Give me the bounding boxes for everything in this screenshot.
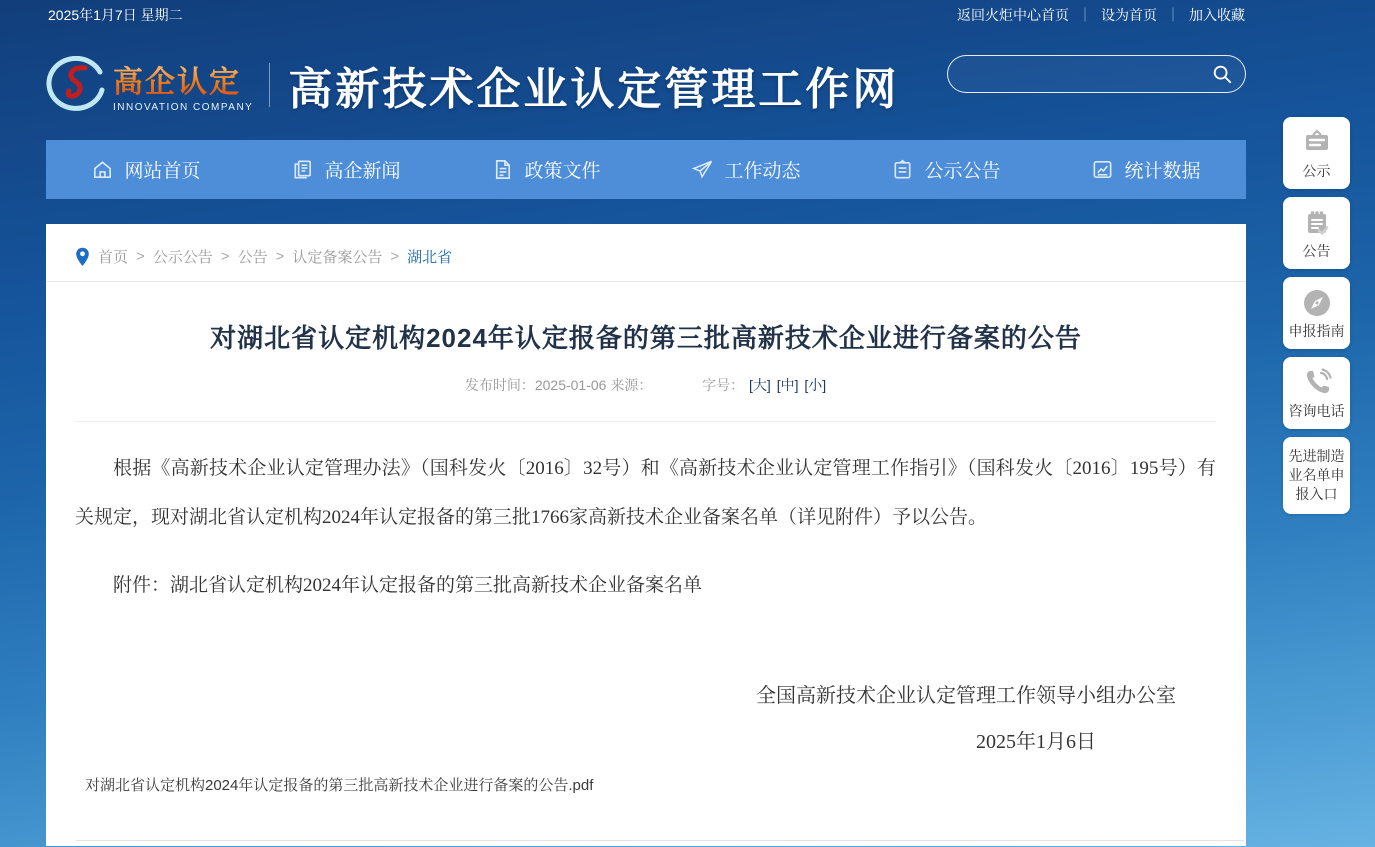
float-sidebar [1283, 117, 1350, 522]
nav-item-work[interactable] [646, 140, 846, 199]
search-icon[interactable] [1211, 63, 1233, 85]
sidebar-label: 先进制造业名单申报入口 [1288, 448, 1345, 502]
clipboard-icon [891, 158, 914, 181]
breadcrumb-hubei[interactable]: 湖北省 [407, 249, 453, 266]
nav-label: 网站首页 [124, 161, 201, 182]
fontsize-label: 字号： [702, 377, 745, 393]
sidebar-label: 公告 [1302, 243, 1331, 259]
sidebar-item-gonggao[interactable] [1283, 197, 1350, 269]
sidebar-item-advanced-manufacturing-entry[interactable] [1283, 437, 1350, 514]
article-title: 对湖北省认定机构2024年认定报备的第三批高新技术企业进行备案的公告 [210, 323, 1082, 353]
compass-icon [1300, 286, 1334, 320]
policy-doc-icon [491, 158, 514, 181]
signature-office: 全国高新技术企业认定管理工作领导小组办公室 [756, 685, 1176, 707]
meta-divider [75, 421, 1216, 422]
sidebar-label: 公示 [1302, 163, 1331, 179]
fontsize-medium-button[interactable]: [中] [776, 377, 799, 393]
paper-plane-icon [691, 158, 714, 181]
content-panel [46, 224, 1246, 846]
bulletin-board-icon [1300, 126, 1334, 160]
attachment-pdf-link[interactable]: 对湖北省认定机构2024年认定报备的第三批高新技术企业进行备案的公告.pdf [85, 777, 594, 794]
nav-item-statistics[interactable] [1046, 140, 1246, 199]
main-nav [46, 140, 1246, 199]
attachment-line: 附件：湖北省认定机构2024年认定报备的第三批高新技术企业备案名单 [113, 575, 703, 596]
topbar-separator: ｜ [1166, 7, 1180, 23]
logo-icon [45, 56, 107, 114]
sidebar-label: 咨询电话 [1288, 403, 1345, 419]
breadcrumb [46, 224, 1246, 282]
bottom-divider [76, 840, 1244, 841]
logo-text-en: INNOVATION COMPANY [113, 102, 254, 113]
search-box[interactable] [947, 55, 1246, 93]
nav-item-policy[interactable] [446, 140, 646, 199]
sidebar-label: 申报指南 [1288, 323, 1345, 339]
breadcrumb-gongshi[interactable]: 公示公告 [152, 249, 213, 266]
nav-label: 公示公告 [924, 161, 1001, 182]
site-logo[interactable] [45, 56, 253, 114]
article-meta [46, 375, 1246, 395]
nav-item-announcements[interactable] [846, 140, 1046, 199]
source-label: 来源： [610, 377, 653, 393]
logo-text-cn: 高企认定 [113, 57, 253, 101]
stats-chart-icon [1091, 158, 1114, 181]
nav-label: 统计数据 [1124, 161, 1201, 182]
topbar [0, 0, 1375, 30]
notice-pad-icon [1300, 206, 1334, 240]
signature-date: 2025年1月6日 [976, 731, 1096, 753]
search-input[interactable] [948, 66, 1211, 82]
breadcrumb-separator: > [220, 248, 230, 265]
topbar-date: 2025年1月7日 星期二 [48, 7, 183, 23]
breadcrumb-separator: > [275, 248, 285, 265]
nav-item-news[interactable] [246, 140, 446, 199]
breadcrumb-beian[interactable]: 认定备案公告 [292, 249, 383, 266]
topbar-link-add-favorite[interactable]: 加入收藏 [1189, 7, 1245, 23]
nav-label: 政策文件 [524, 161, 601, 182]
topbar-link-torch-home[interactable]: 返回火炬中心首页 [957, 7, 1069, 23]
fontsize-large-button[interactable]: [大] [749, 377, 771, 393]
publish-time-value: 2025-01-06 [534, 377, 607, 393]
phone-icon [1300, 366, 1334, 400]
breadcrumb-separator: > [390, 248, 400, 265]
news-icon [291, 158, 314, 181]
nav-label: 工作动态 [724, 161, 801, 182]
location-pin-icon [75, 247, 90, 267]
nav-item-home[interactable] [46, 140, 246, 199]
publish-time-label: 发布时间： [464, 377, 535, 393]
fontsize-small-button[interactable]: [小] [804, 377, 827, 393]
header-divider [269, 63, 270, 107]
home-icon [91, 158, 114, 181]
breadcrumb-gonggao[interactable]: 公告 [237, 249, 268, 266]
topbar-separator: ｜ [1078, 7, 1092, 23]
topbar-link-set-homepage[interactable]: 设为首页 [1101, 7, 1157, 23]
breadcrumb-home[interactable]: 首页 [98, 249, 129, 266]
sidebar-item-shenbao-guide[interactable] [1283, 277, 1350, 349]
article-paragraph: 根据《高新技术企业认定管理办法》（国科发火〔2016〕32号）和《高新技术企业认定管理工作指引》（国科发火〔2016〕195号）有关规定，现对湖北省认定机构2024年认定报备的第三批1766家高新技术企业备案名单（详见附件）予以公告。 [75, 458, 1216, 528]
site-header [0, 30, 1375, 140]
nav-label: 高企新闻 [324, 161, 401, 182]
site-title: 高新技术企业认定管理工作网 [288, 65, 900, 114]
breadcrumb-separator: > [136, 248, 145, 265]
sidebar-item-gongshi[interactable] [1283, 117, 1350, 189]
sidebar-item-consult-phone[interactable] [1283, 357, 1350, 429]
